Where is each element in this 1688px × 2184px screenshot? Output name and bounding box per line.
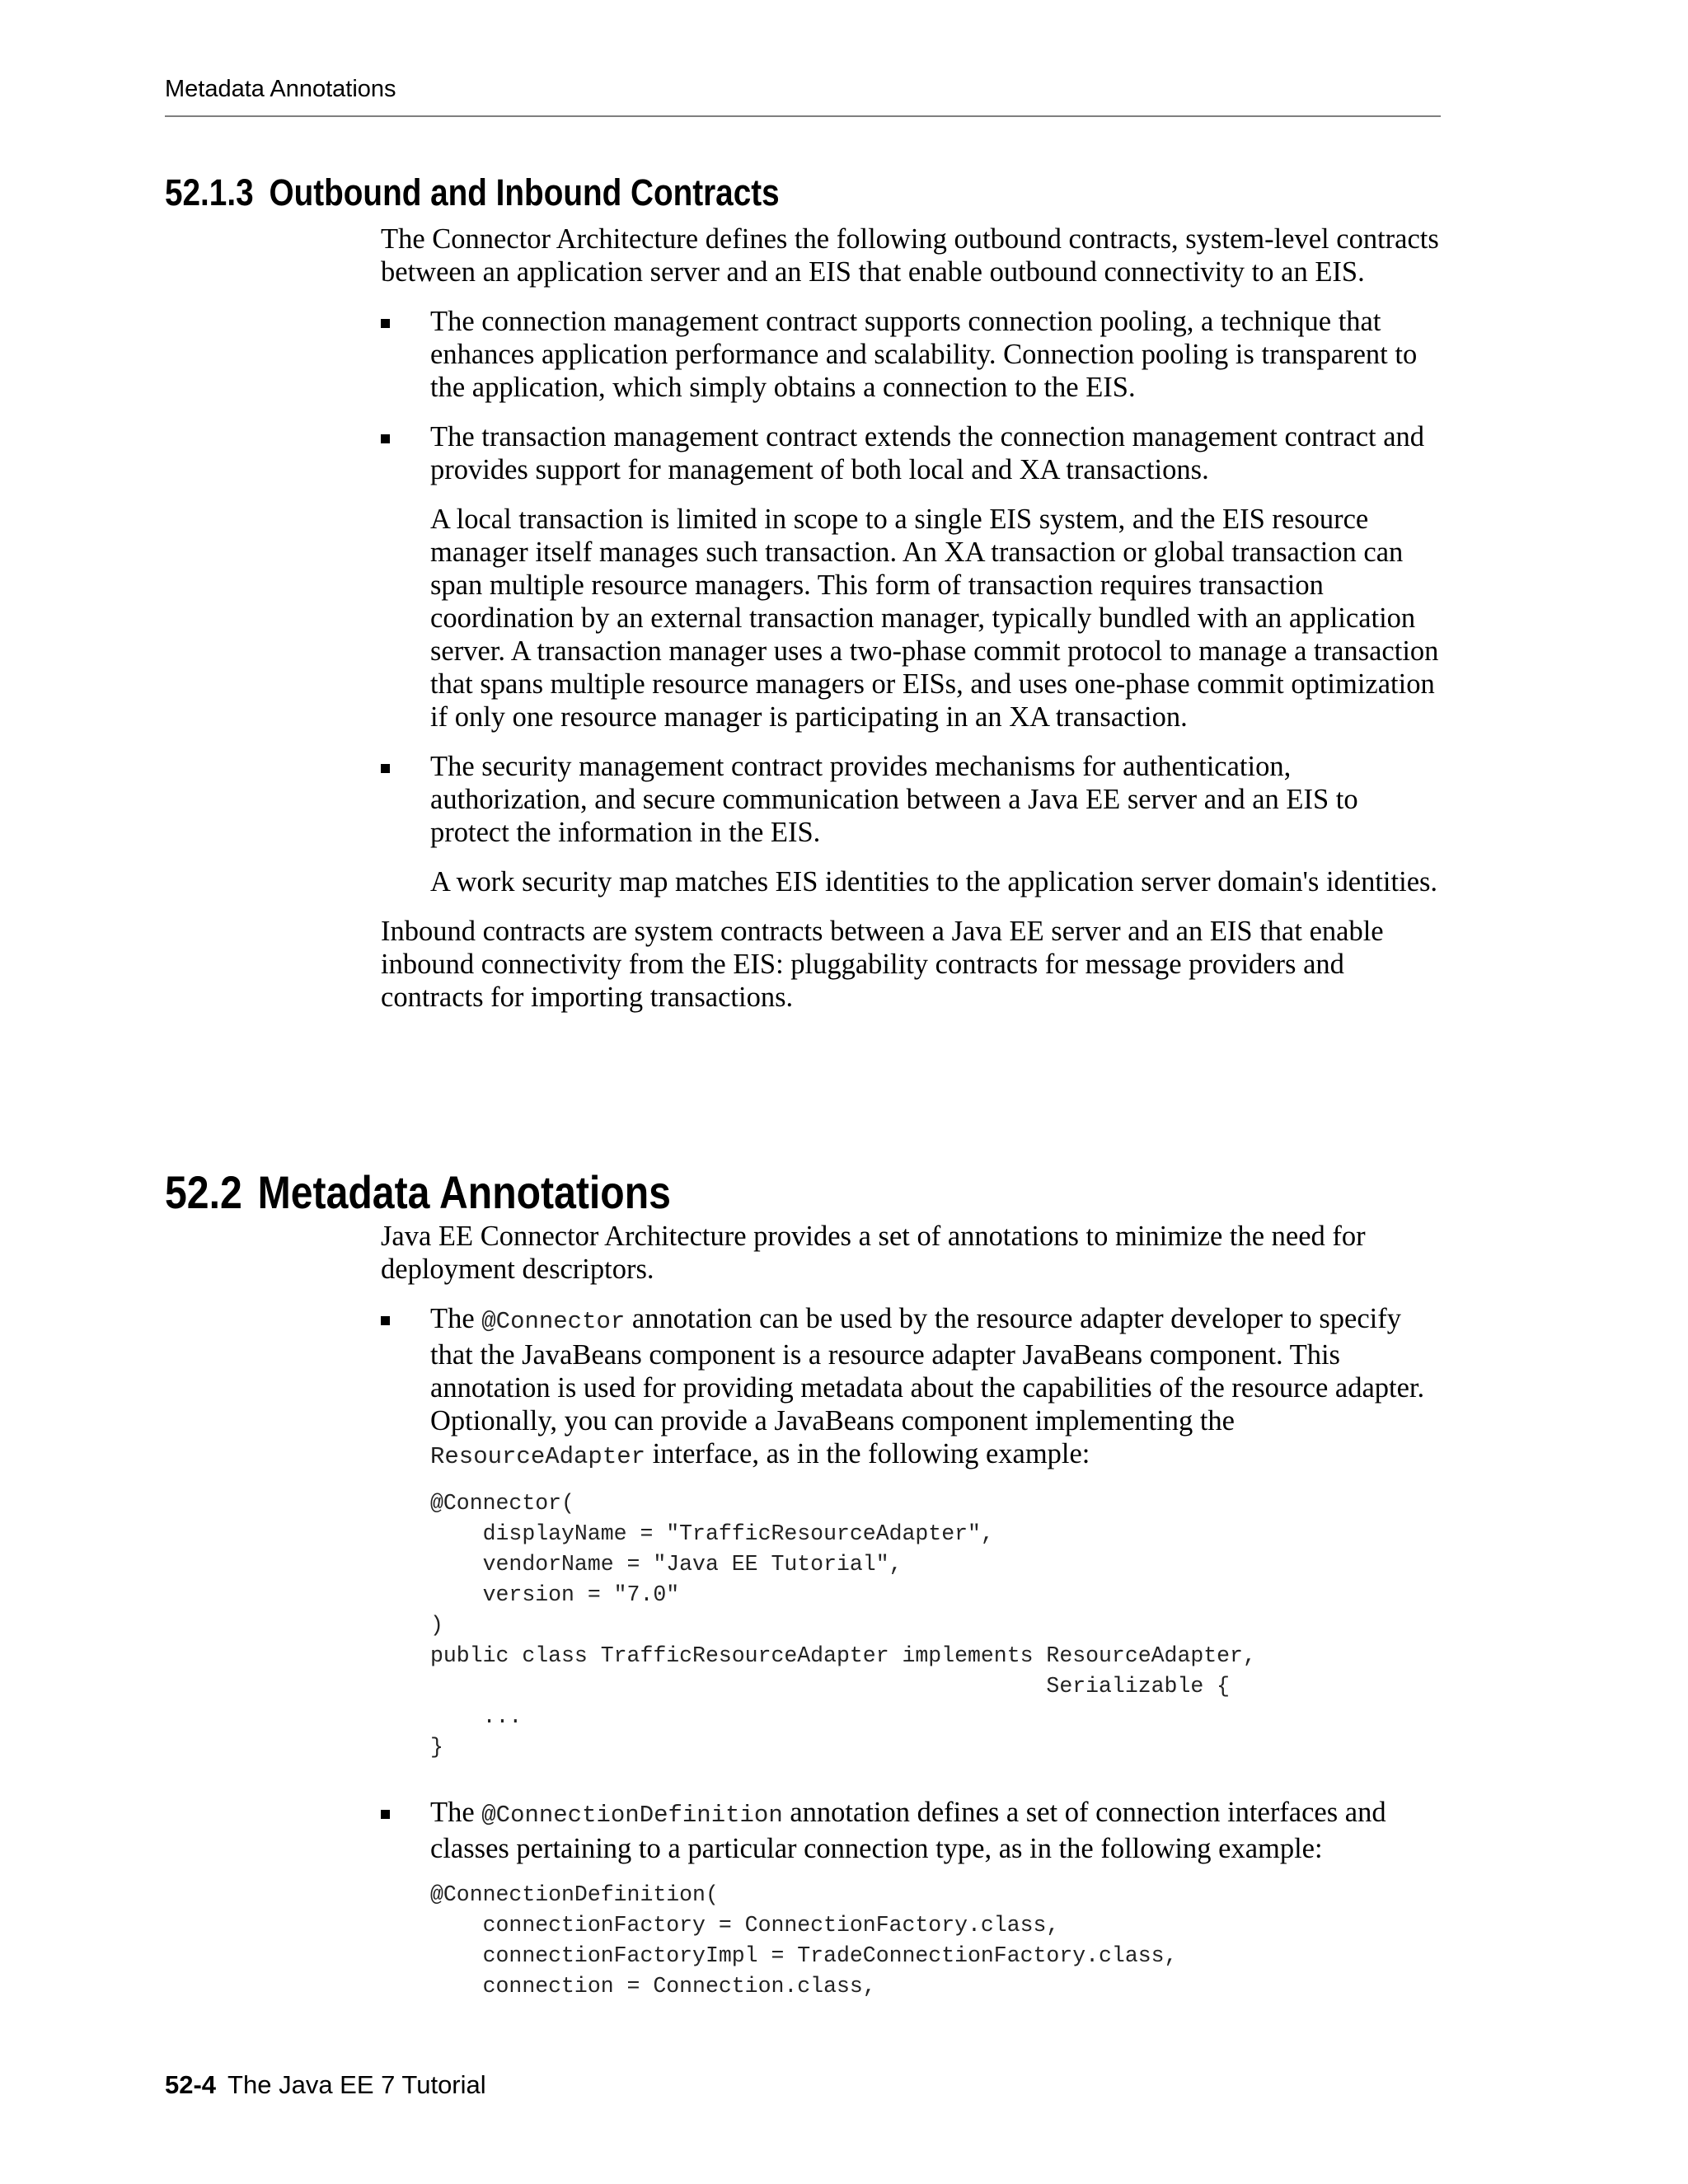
inline-code-resource-adapter: ResourceAdapter [430, 1443, 646, 1470]
bullet-item-security-management: The security management contract provides mechanisms for authentication, authorization, and secure communication between a Java EE server and an EIS to protect the information in the EIS. [381, 750, 1444, 849]
section-52-2-body [381, 1220, 1444, 2002]
inline-code-connector: @Connector [481, 1308, 626, 1335]
page-footer [165, 2070, 486, 2100]
security-map-paragraph: A work security map matches EIS identities to the application server domain's identities. [430, 866, 1438, 898]
section-title: Outbound and Inbound Contracts [269, 171, 780, 213]
section-52-1-3-body [381, 223, 1444, 1014]
bullet-item-connection-management: The connection management contract supports connection pooling, a technique that enhances application performance and scalability. Connection pooling is transparent to the application, which simply obtains a connection to the EIS. [381, 305, 1444, 404]
text-run: annotation can be used by the resource adapter developer to specify that the JavaBeans component is a resource adapter JavaBeans component. This annotation is used for providing metadata about the capabilities of the resource adapter. Optionally, you can provide a JavaBeans component implementing the [430, 1303, 1425, 1436]
text-run: The [430, 1303, 482, 1334]
section-number: 52.1.3 [165, 171, 254, 213]
inbound-contracts-paragraph: Inbound contracts are system contracts between a Java EE server and an EIS that enable inbound connectivity from the EIS: pluggability contracts for message providers and contracts for importing transactions. [381, 916, 1384, 1013]
bullet-item-connection-definition-annotation [381, 1796, 1444, 1865]
text-run: interface, as in the following example: [645, 1438, 1090, 1469]
text-run: The [430, 1797, 482, 1828]
book-title: The Java EE 7 Tutorial [227, 2070, 486, 2099]
text-run: annotation defines a set of connection interfaces and classes pertaining to a particular connection type, as in the following example: [430, 1797, 1386, 1864]
page-number: 52-4 [165, 2070, 217, 2099]
inline-code-connection-definition: @ConnectionDefinition [481, 1802, 783, 1829]
section-title: Metadata Annotations [257, 1166, 671, 1218]
bullet-item-connector-annotation [381, 1302, 1444, 1474]
intro-paragraph: The Connector Architecture defines the following outbound contracts, system-level contracts between an application server and an EIS that enable outbound connectivity to an EIS. [381, 223, 1439, 288]
code-example-connector: @Connector( displayName = "TrafficResourceAdapter", vendorName = "Java EE Tutorial", version = "7.0" ) public class TrafficResourceAdapter implements ResourceAdapter, Serializable { ... } [430, 1491, 1256, 1760]
code-example-connection-definition: @ConnectionDefinition( connectionFactory = ConnectionFactory.class, connectionFactoryImpl = TradeConnectionFactory.class, connection = Connection.class, [430, 1882, 1178, 1999]
section-heading-52-2 [165, 1165, 671, 1219]
section-heading-52-1-3 [165, 171, 780, 214]
bullet-item-transaction-management: The transaction management contract extends the connection management contract and provides support for management of both local and XA transactions. [381, 420, 1444, 486]
running-header: Metadata Annotations [165, 76, 396, 102]
intro-paragraph: Java EE Connector Architecture provides a set of annotations to minimize the need for deployment descriptors. [381, 1221, 1366, 1285]
header-divider [165, 115, 1441, 117]
section-number: 52.2 [165, 1166, 242, 1218]
transaction-detail-paragraph: A local transaction is limited in scope to a single EIS system, and the EIS resource manager itself manages such transaction. An XA transaction or global transaction can span multiple resource managers. This form of transaction requires transaction coordination by an external transaction manager, typically bundled with an application server. A transaction manager uses a two-phase commit protocol to manage a transaction that spans multiple resource managers or EISs, and uses one-phase commit optimization if only one resource manager is participating in an XA transaction. [430, 504, 1439, 733]
